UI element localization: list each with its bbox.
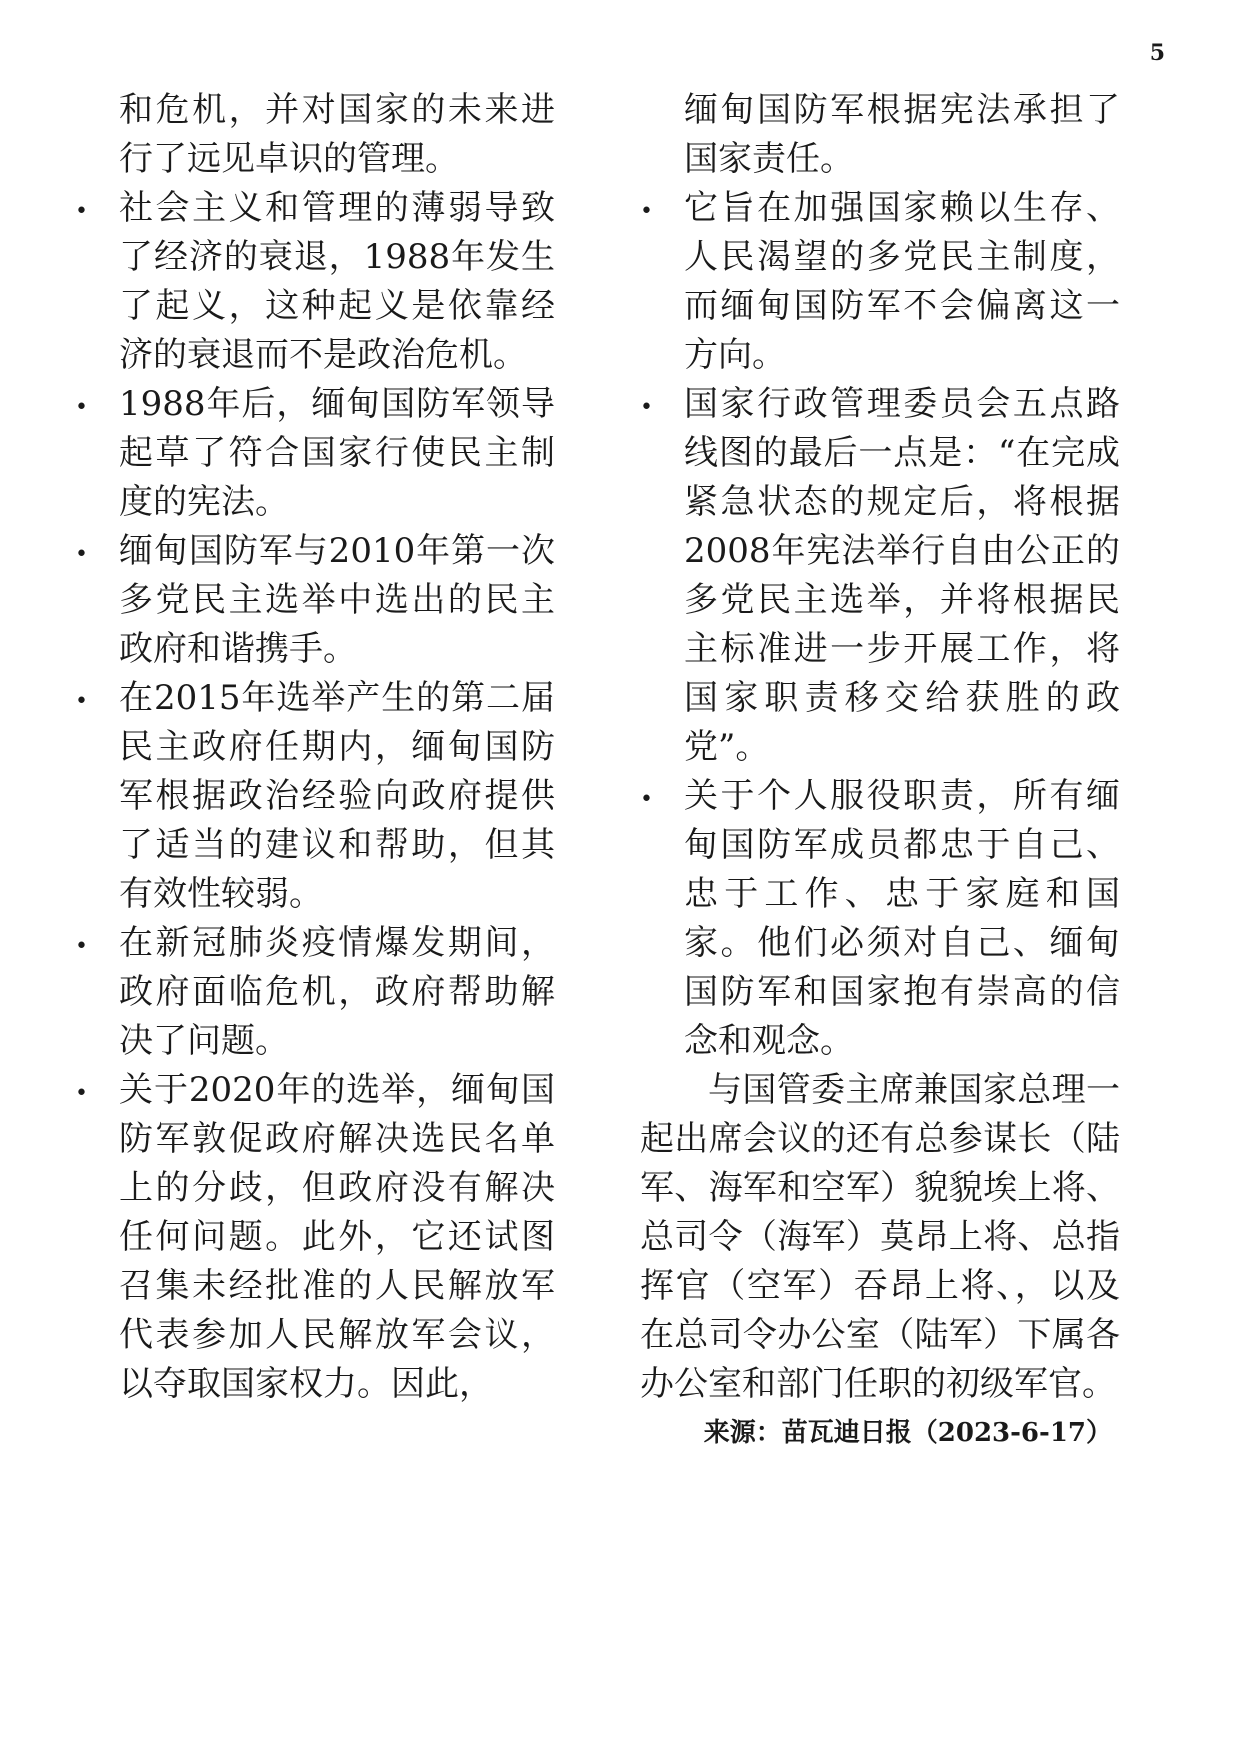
right-continuation-text: 缅甸国防军根据宪法承担了国家责任。 bbox=[684, 90, 1120, 179]
bullet-item: • 在新冠肺炎疫情爆发期间，政府面临危机，政府帮助解决了问题。 bbox=[75, 919, 555, 1066]
bullet-item: • 1988年后，缅甸国防军领导起草了符合国家行使民主制度的宪法。 bbox=[75, 380, 555, 527]
closing-paragraph: 与国管委主席兼国家总理一起出席会议的还有总参谋长（陆军、海军和空军）貌貌埃上将、总司令（海军）莫昂上将、总指挥官（空军）吞昂上将、，以及在总司令办公室（陆军）下属各办公室和部门任职的初级军官。 bbox=[640, 1070, 1120, 1404]
bullet-item: • 在2015年选举产生的第二届民主政府任期内，缅甸国防军根据政治经验向政府提供了适当的建议和帮助，但其有效性较弱。 bbox=[75, 674, 555, 919]
right-column bbox=[640, 86, 1120, 1453]
bullet-item: • 缅甸国防军与2010年第一次多党民主选举中选出的民主政府和谐携手。 bbox=[75, 527, 555, 674]
left-column bbox=[75, 86, 555, 1409]
source-citation: 来源：苗瓦迪日报（2023-6-17） bbox=[703, 1418, 1112, 1448]
bullet-item: • 社会主义和管理的薄弱导致了经济的衰退，1988年发生了起义，这种起义是依靠经济的衰退而不是政治危机。 bbox=[75, 184, 555, 380]
left-continuation-text: 和危机，并对国家的未来进行了远见卓识的管理。 bbox=[119, 90, 555, 179]
bullet-item: • 国家行政管理委员会五点路线图的最后一点是：“在完成紧急状态的规定后，将根据2008年宪法举行自由公正的多党民主选举，并将根据民主标准进一步开展工作，将国家职责移交给获胜的政党”。 bbox=[640, 380, 1120, 772]
right-bullet-list bbox=[640, 86, 1120, 1066]
page-number: 5 bbox=[1149, 40, 1165, 66]
bullet-item: • 它旨在加强国家赖以生存、人民渴望的多党民主制度，而缅甸国防军不会偏离这一方向。 bbox=[640, 184, 1120, 380]
bullet-item: • 关于2020年的选举，缅甸国防军敦促政府解决选民名单上的分歧，但政府没有解决任何问题。此外，它还试图召集未经批准的人民解放军代表参加人民解放军会议，以夺取国家权力。因此， bbox=[75, 1066, 555, 1409]
left-bullet-list bbox=[75, 86, 555, 1409]
bullet-item: • 关于个人服役职责，所有缅甸国防军成员都忠于自己、忠于工作、忠于家庭和国家。他们必须对自己、缅甸国防军和国家抱有崇高的信念和观念。 bbox=[640, 772, 1120, 1066]
